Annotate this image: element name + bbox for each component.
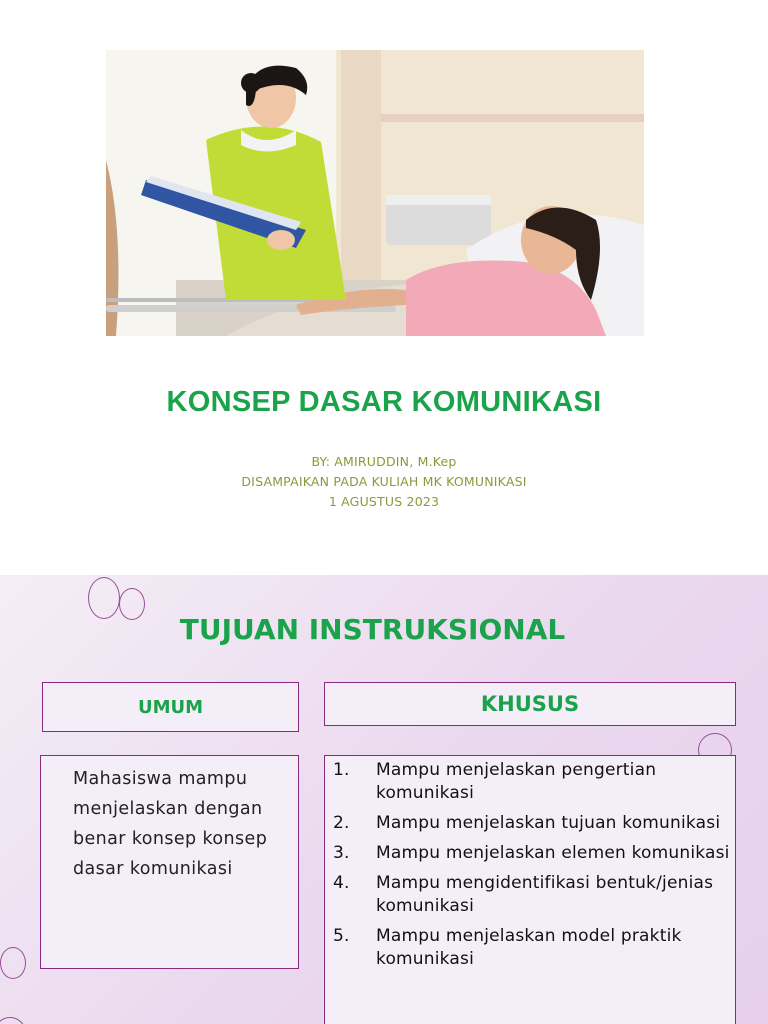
list-item: 3. Mampu menjelaskan elemen komunikasi <box>333 843 730 863</box>
general-objective-text: Mahasiswa mampu menjelaskan dengan benar konsep konsep dasar komunikasi <box>73 769 268 879</box>
specific-header: KHUSUS <box>324 682 736 726</box>
objectives-slide <box>0 575 768 1024</box>
general-header: UMUM <box>42 682 299 732</box>
list-item: 1. Mampu menjelaskan pengertian komunikasi <box>333 760 657 803</box>
general-objective-box <box>40 755 299 969</box>
bubble-decoration <box>0 947 26 979</box>
list-item: 4. Mampu mengidentifikasi bentuk/jenias komunikasi <box>333 873 714 916</box>
slide-title: TUJUAN INSTRUKSIONAL <box>179 613 566 646</box>
list-item: 2. Mampu menjelaskan tujuan komunikasi <box>333 813 721 833</box>
list-item: 5. Mampu menjelaskan model praktik komunikasi <box>333 926 682 969</box>
objectives-list <box>325 756 735 971</box>
nurse-patient-photo <box>106 50 644 336</box>
date-line: 1 AGUSTUS 2023 <box>328 494 440 509</box>
bubble-decoration <box>0 1017 26 1024</box>
presentation-title: KONSEP DASAR KOMUNIKASI <box>166 386 602 418</box>
course-line: DISAMPAIKAN PADA KULIAH MK KOMUNIKASI <box>241 474 527 489</box>
author-line: BY: AMIRUDDIN, M.Kep <box>311 454 457 469</box>
specific-objectives-box <box>324 755 736 1024</box>
